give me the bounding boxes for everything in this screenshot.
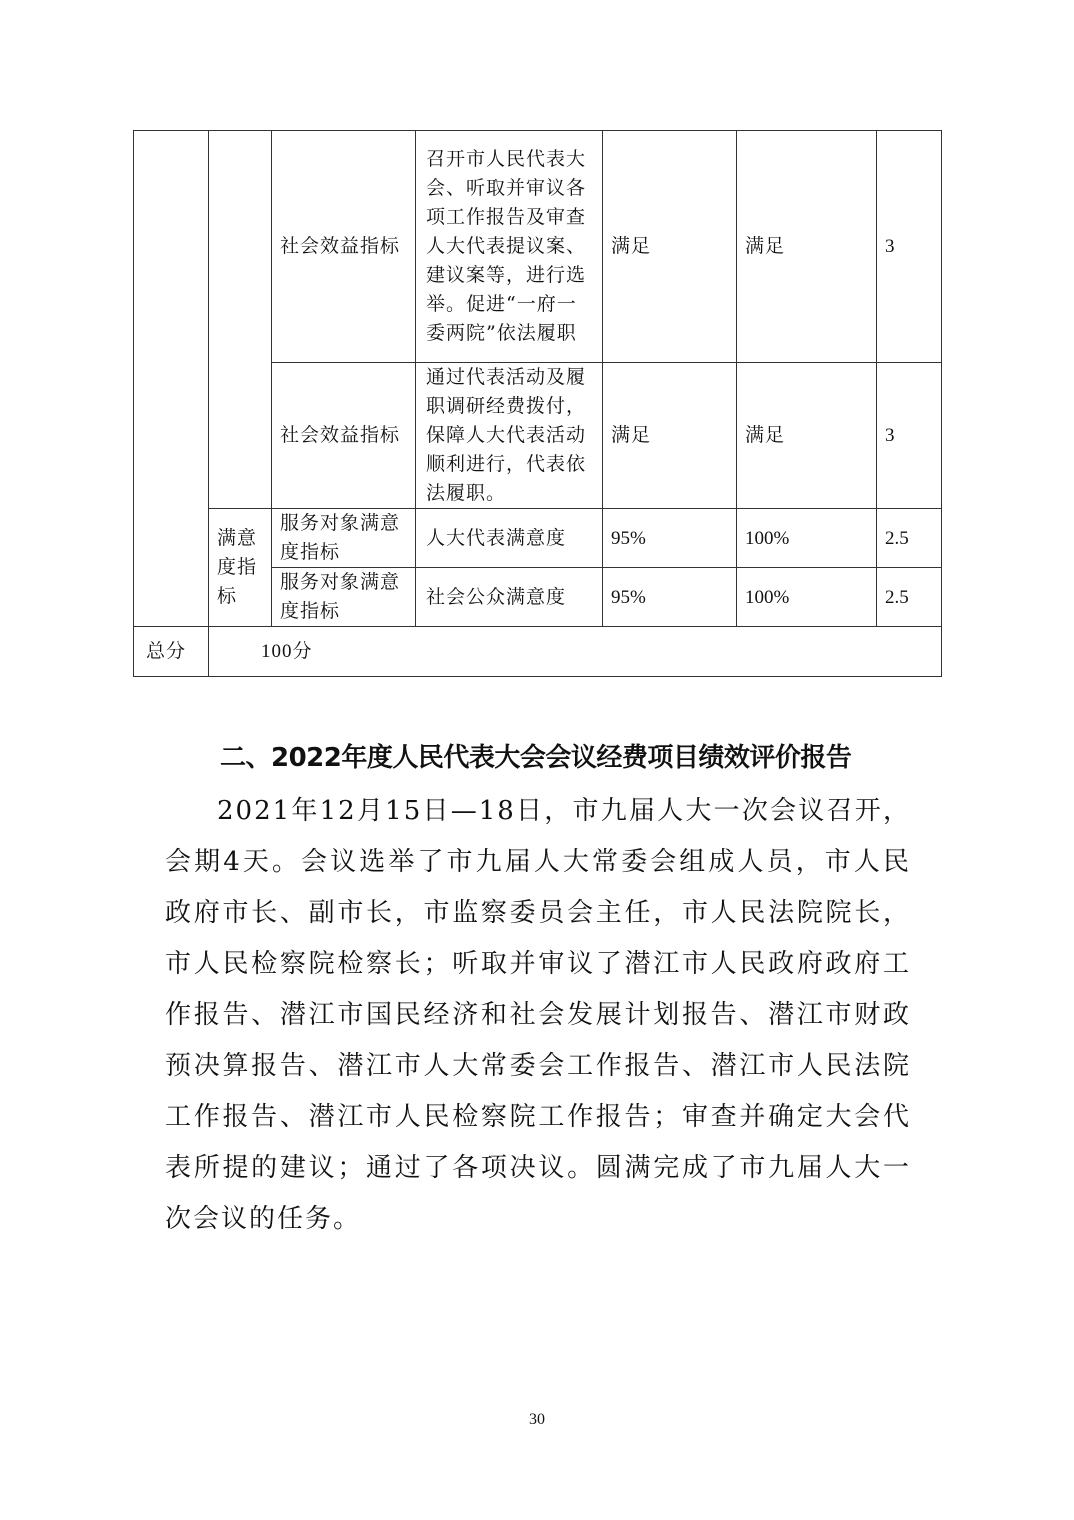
target-value-cell: 满足 <box>603 131 737 363</box>
indicator-content-cell: 社会公众满意度 <box>416 568 603 627</box>
performance-indicator-table <box>133 130 942 677</box>
actual-value-cell: 100% <box>737 568 877 627</box>
score-cell: 2.5 <box>877 568 942 627</box>
total-row <box>134 627 942 677</box>
section-heading: 二、2022年度人民代表大会会议经费项目绩效评价报告 <box>220 743 852 773</box>
total-label-cell: 总分 <box>134 627 209 677</box>
score-cell: 2.5 <box>877 509 942 568</box>
score-cell: 3 <box>877 363 942 509</box>
body-paragraph: 2021年12月15日—18日，市九届人大一次会议召开，会期4天。会议选举了市九届人大常委会组成人员，市人民政府市长、副市长，市监察委员会主任，市人民法院院长，市人民检察院检察长；听取并审议了潜江市人民政府政府工作报告、潜江市国民经济和社会发展计划报告、潜江市财政预决算报告、潜江市人大常委会工作报告、潜江市人民法院工作报告、潜江市人民检察院工作报告；审查并确定大会代表所提的建议；通过了各项决议。圆满完成了市九届人大一次会议的任务。 <box>165 796 911 1234</box>
actual-value-cell: 满足 <box>737 131 877 363</box>
actual-value-cell: 满足 <box>737 363 877 509</box>
indicator-content-cell: 召开市人民代表大会、听取并审议各项工作报告及审查人大代表提议案、建议案等，进行选举。促进“一府一委两院”依法履职 <box>416 131 603 363</box>
target-value-cell: 95% <box>603 509 737 568</box>
table-row <box>134 131 942 363</box>
second-level-indicator-cell <box>209 131 272 509</box>
indicator-cell: 社会效益指标 <box>272 131 416 363</box>
satisfaction-group-cell: 满意度指标 <box>209 509 272 627</box>
score-cell: 3 <box>877 131 942 363</box>
table-row <box>134 509 942 568</box>
first-level-indicator-cell <box>134 131 209 627</box>
indicator-cell: 社会效益指标 <box>272 363 416 509</box>
total-value-cell: 100分 <box>209 627 942 677</box>
target-value-cell: 95% <box>603 568 737 627</box>
indicator-cell: 服务对象满意度指标 <box>272 509 416 568</box>
indicator-content-cell: 人大代表满意度 <box>416 509 603 568</box>
actual-value-cell: 100% <box>737 509 877 568</box>
target-value-cell: 满足 <box>603 363 737 509</box>
indicator-content-cell: 通过代表活动及履职调研经费拨付，保障人大代表活动顺利进行，代表依法履职。 <box>416 363 603 509</box>
indicator-cell: 服务对象满意度指标 <box>272 568 416 627</box>
page-number: 30 <box>529 1411 545 1428</box>
